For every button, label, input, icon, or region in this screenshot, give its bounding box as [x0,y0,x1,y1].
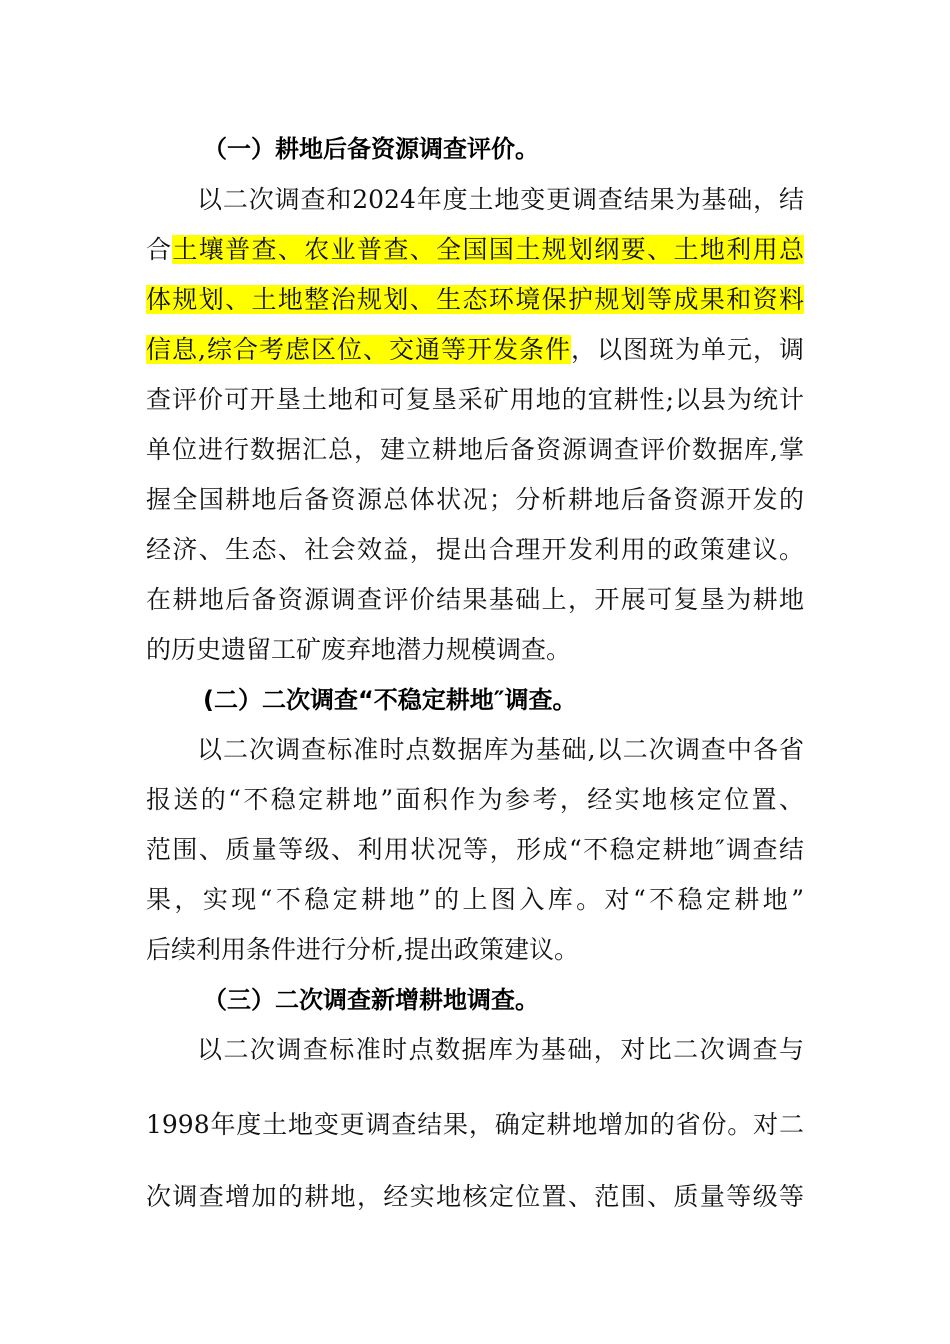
section-heading-2: (二）二次调查“不稳定耕地″调查。 [203,686,577,714]
paragraph-1-line-2 [146,233,804,267]
paragraph-3-line-2: 1998年度土地变更调查结果，确定耕地增加的省份。对二 [146,1110,804,1139]
paragraph-1-line-8: 经济、生态、社会效益，提出合理开发利用的政策建议。 [146,535,804,564]
paragraph-1-line-6: 单位进行数据汇总，建立耕地后备资源调查评价数据库,掌 [146,435,804,464]
highlighted-text: 土壤普查、农业普查、全国国土规划纲要、土地利用总 [172,235,804,264]
paragraph-1-line-1: 以二次调查和2024年度土地变更调查结果为基础，结 [197,185,804,214]
text-run: ，以图斑为单元，调 [570,335,804,364]
section-heading-3: （三）二次调查新增耕地调查。 [203,986,539,1014]
paragraph-3-line-3: 次调查增加的耕地，经实地核定位置、范围、质量等级等 [146,1182,804,1211]
highlighted-text: 信息,综合考虑区位、交通等开发条件 [146,335,571,364]
paragraph-2-line-2: 报送的“不稳定耕地”面积作为参考，经实地核定位置、 [146,785,804,814]
highlighted-text: 体规划、土地整治规划、生态环境保护规划等成果和资料 [146,285,804,314]
paragraph-2-line-1: 以二次调查标准时点数据库为基础,以二次调查中各省 [197,735,804,764]
paragraph-1-line-7: 握全国耕地后备资源总体状况；分析耕地后备资源开发的 [146,485,804,514]
paragraph-1-line-9: 在耕地后备资源调查评价结果基础上，开展可复垦为耕地 [146,585,804,614]
paragraph-1-line-3 [146,283,804,317]
paragraph-3-line-1: 以二次调查标准时点数据库为基础，对比二次调查与 [197,1035,804,1064]
paragraph-2-line-4: 果，实现“不稳定耕地”的上图入库。对“不稳定耕地” [146,885,804,914]
paragraph-1-line-5: 查评价可开垦土地和可复垦采矿用地的宜耕性;以县为统计 [146,385,804,414]
paragraph-2-line-3: 范围、质量等级、利用状况等，形成“不稳定耕地″调查结 [146,835,804,864]
section-heading-1: （一）耕地后备资源调查评价。 [203,135,539,163]
text-run: 合 [146,235,173,264]
paragraph-1-line-4 [146,333,804,367]
paragraph-1-line-10: 的历史遗留工矿废弃地潜力规模调查。 [146,635,572,664]
paragraph-2-line-5: 后续利用条件进行分析,提出政策建议。 [146,935,579,964]
